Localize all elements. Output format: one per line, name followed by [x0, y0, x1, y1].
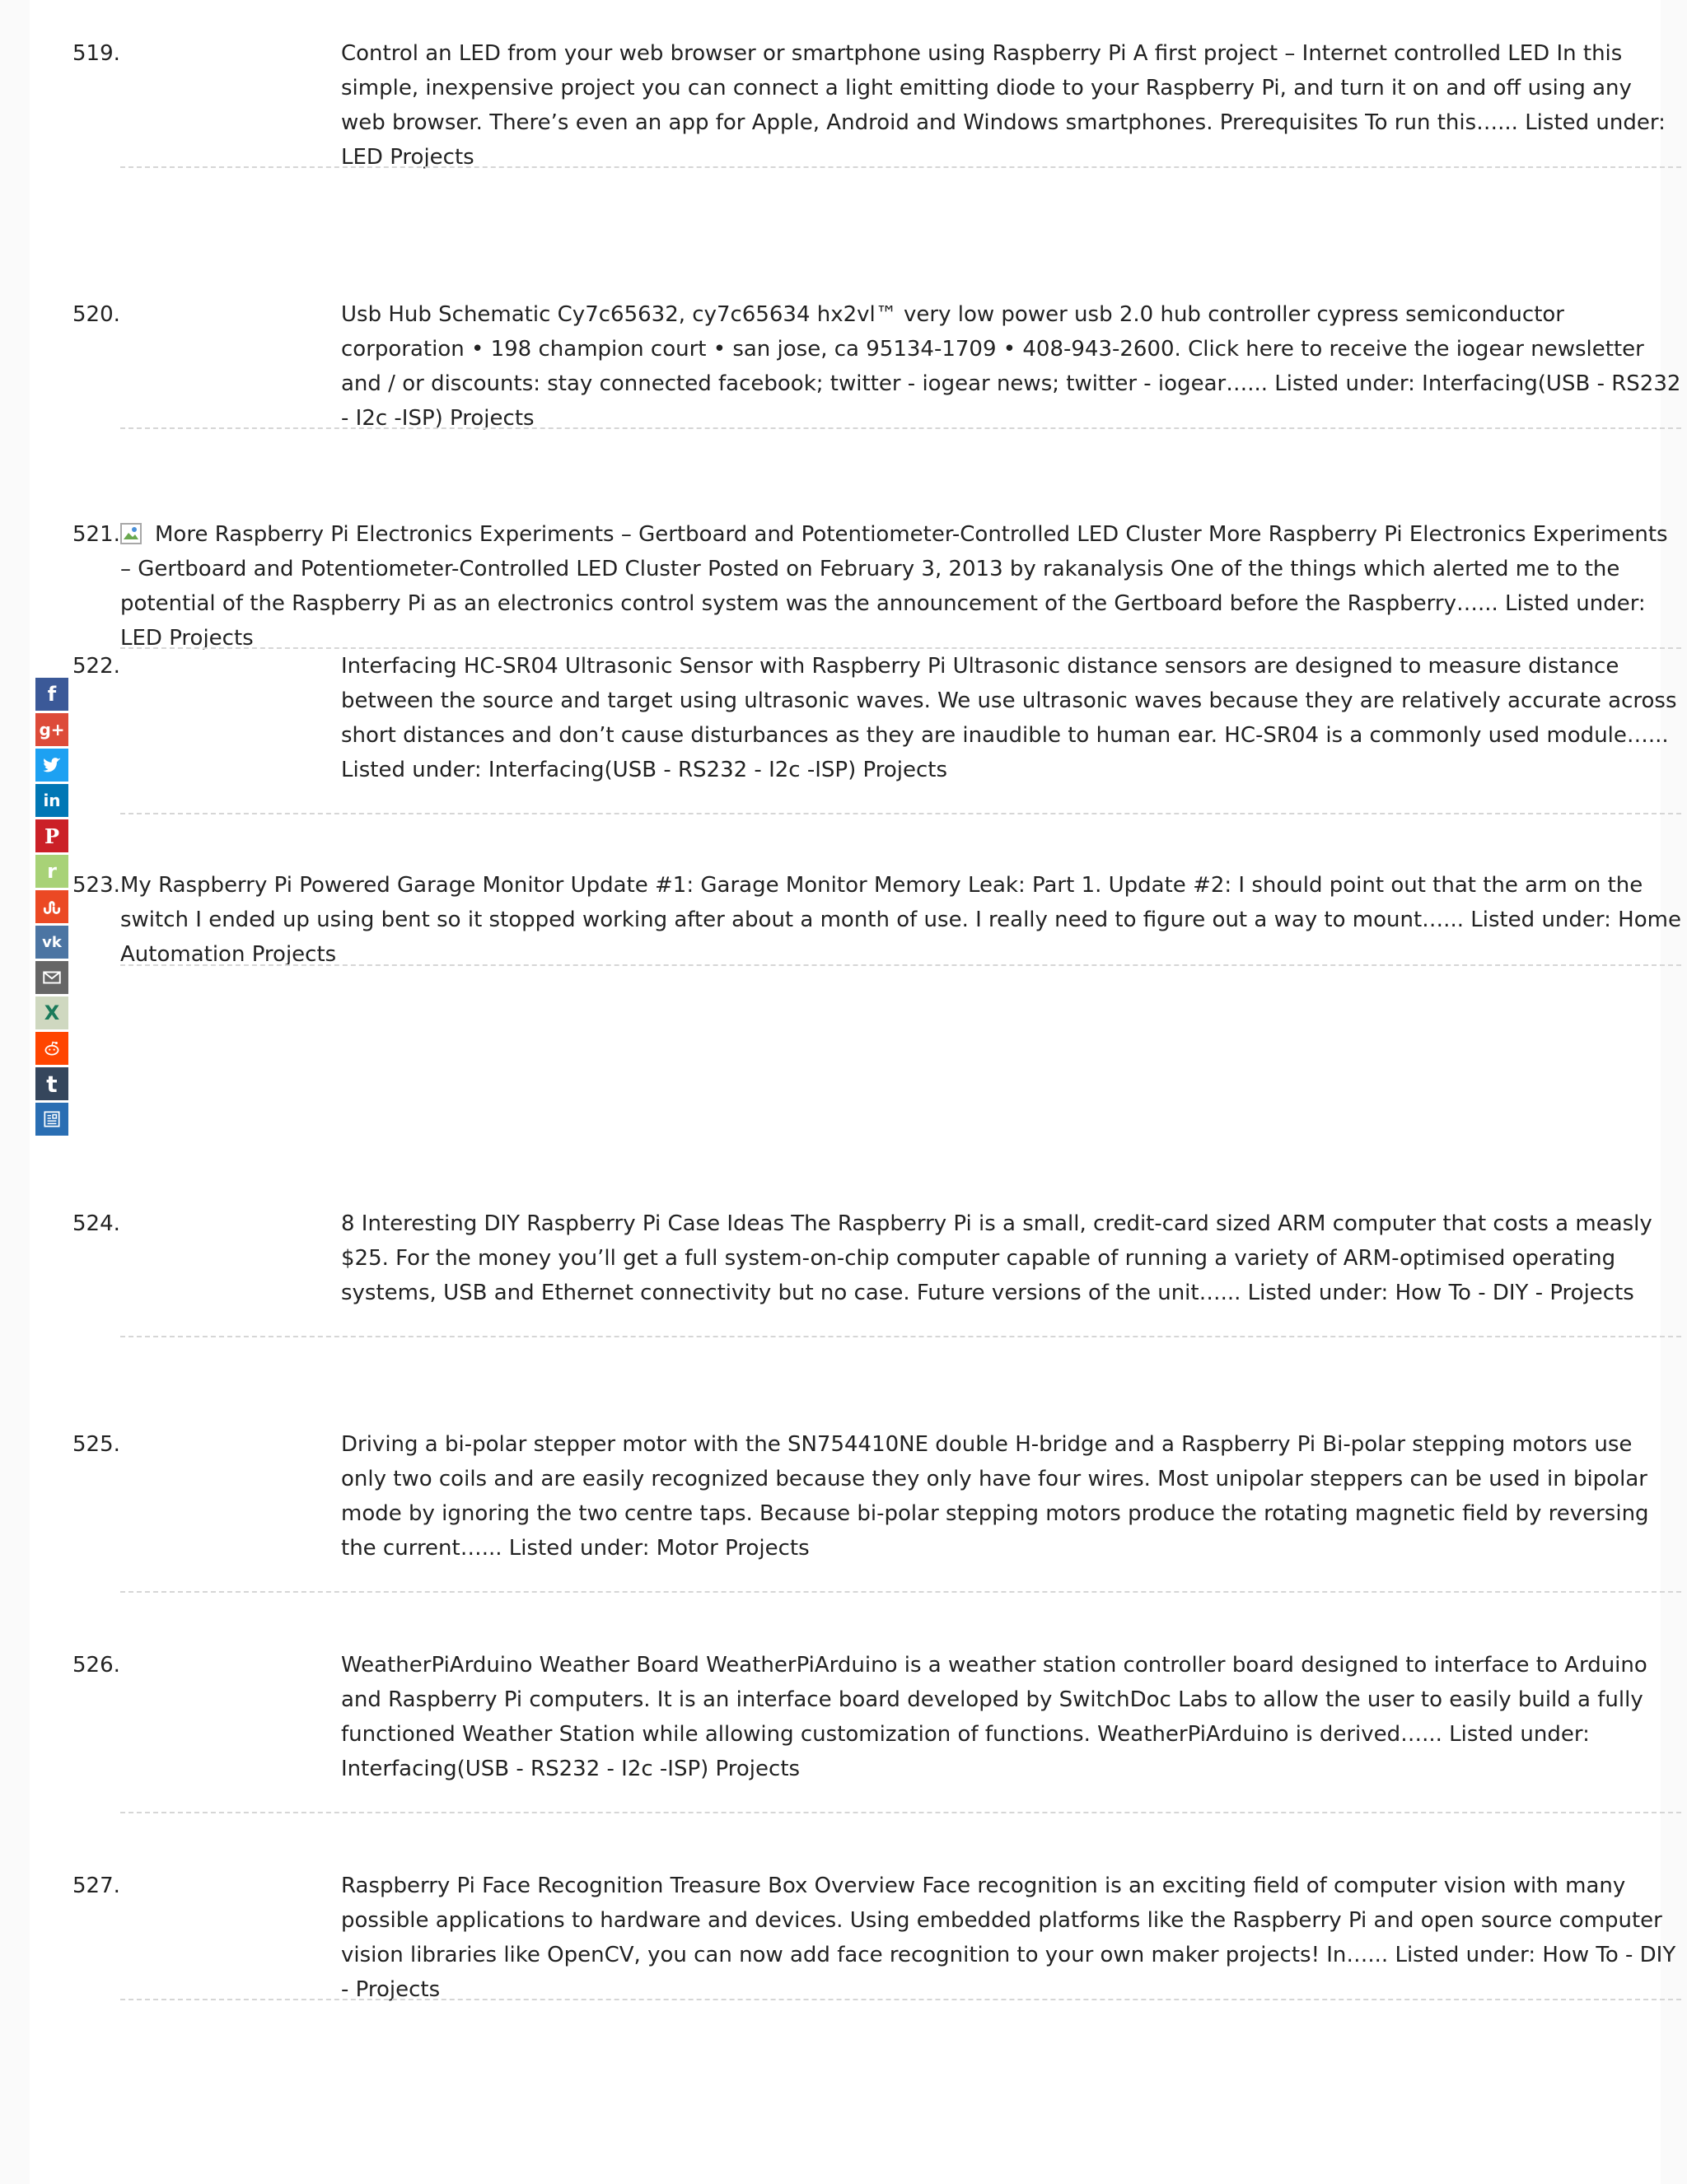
twitter-icon — [41, 754, 63, 776]
entry-number: 524. — [72, 1211, 120, 1236]
google-plus-share-button[interactable] — [35, 713, 68, 746]
green-share-button[interactable] — [35, 855, 68, 888]
xing-share-button[interactable] — [35, 996, 68, 1029]
entry-separator — [120, 166, 1681, 168]
entry-separator — [120, 1591, 1681, 1593]
entry-separator — [120, 964, 1681, 966]
facebook-share-button[interactable] — [35, 678, 68, 711]
entry-separator — [120, 1999, 1681, 2000]
entry-text[interactable]: Interfacing HC-SR04 Ultrasonic Sensor with Raspberry Pi Ultrasonic distance sensors are designed to measure distance between the source and target using ultrasonic waves. We use ultrasonic waves because they are relatively accurate across short distances and don’t cause disturbances as they are inaudible to human ear. HC-SR04 is a commonly used module…... Listed under: Interfacing(USB - RS232 - I2c -ISP) Projects — [341, 654, 1677, 782]
entry-separator — [120, 1336, 1681, 1337]
vk-share-button[interactable] — [35, 926, 68, 959]
vk-icon: vk — [42, 933, 62, 951]
share-sidebar — [35, 678, 68, 1138]
twitter-share-button[interactable] — [35, 749, 68, 782]
stumbleupon-icon — [41, 896, 63, 917]
entry-number: 521. — [72, 522, 120, 547]
entry-text[interactable]: Usb Hub Schematic Cy7c65632, cy7c65634 hx2vl™ very low power usb 2.0 hub controller cypress semiconductor corporation • 198 champion court • san jose, ca 95134-1709 • 408-943-2600. Click here to receive the iogear newsletter and / or discounts: stay connected facebook; twitter - iogear news; twitter - iogear…... Listed under: Interfacing(USB - RS232 - I2c -ISP) Projects — [341, 302, 1681, 431]
entry-text[interactable]: 8 Interesting DIY Raspberry Pi Case Ideas The Raspberry Pi is a small, credit-card sized ARM computer that costs a measly $25. For the money you’ll get a full system-on-chip computer capable of running a variety of ARM-optimised operating systems, USB and Ethernet connectivity but no case. Future versions of the unit…... Listed under: How To - DIY - Projects — [341, 1211, 1652, 1305]
reddit-icon — [41, 1038, 63, 1059]
pinterest-icon: P — [44, 824, 60, 848]
tumblr-icon: t — [46, 1070, 58, 1098]
stumbleupon-share-button[interactable] — [35, 890, 68, 923]
entry-number: 525. — [72, 1432, 120, 1457]
print-friendly-icon — [41, 1108, 63, 1130]
entry-text[interactable]: Control an LED from your web browser or smartphone using Raspberry Pi A first project – Internet controlled LED In this simple, inexpensive project you can connect a light emitting diode to your Raspberry Pi, and turn it on and off using any web browser. There’s even an app for Apple, Android and Windows smartphones. Prerequisites To run this…... Listed under: LED Projects — [341, 41, 1666, 170]
print-friendly-share-button[interactable] — [35, 1103, 68, 1136]
linkedin-share-button[interactable] — [35, 784, 68, 817]
linkedin-icon: in — [43, 791, 61, 810]
entry-text[interactable]: WeatherPiArduino Weather Board WeatherPiArduino is a weather station controller board designed to interface to Arduino and Raspberry Pi computers. It is an interface board developed by SwitchDoc Labs to allow the user to easily build a fully functioned Weather Station while allowing customization of functions. WeatherPiArduino is derived…... Listed under: Interfacing(USB - RS232 - I2c -ISP) Projects — [341, 1653, 1647, 1781]
entry-number: 527. — [72, 1874, 120, 1898]
google-plus-icon: g+ — [39, 720, 65, 740]
tumblr-share-button[interactable] — [35, 1067, 68, 1100]
xing-icon: X — [44, 1001, 60, 1024]
entry-number: 520. — [72, 302, 120, 327]
entry-text[interactable]: Driving a bi-polar stepper motor with the SN754410NE double H-bridge and a Raspberry Pi Bi-polar stepping motors use only two coils and are easily recognized because they only have four wires. Most unipolar steppers can be used in bipolar mode by ignoring the two centre taps. Because bi-polar stepping motors produce the rotating magnetic field by reversing the current…... Listed under: Motor Projects — [341, 1432, 1649, 1561]
share-r-icon: r — [47, 860, 57, 883]
entry-number: 522. — [72, 654, 120, 679]
entry-separator — [120, 427, 1681, 429]
entry-text[interactable]: My Raspberry Pi Powered Garage Monitor Update #1: Garage Monitor Memory Leak: Part 1. Update #2: I should point out that the arm on the switch I ended up using bent so it stopped working after about a month of use. I really need to figure out a way to mount…... Listed under: Home Automation Projects — [120, 873, 1681, 967]
pinterest-share-button[interactable] — [35, 819, 68, 852]
email-share-button[interactable] — [35, 961, 68, 994]
broken-image-icon — [120, 523, 142, 544]
entry-separator — [120, 813, 1681, 814]
entry-number: 523. — [72, 873, 120, 898]
entry-text[interactable]: Raspberry Pi Face Recognition Treasure Box Overview Face recognition is an exciting field of computer vision with many possible applications to hardware and devices. Using embedded platforms like the Raspberry Pi and open source computer vision libraries like OpenCV, you can now add face recognition to your own maker projects! In…... Listed under: How To - DIY - Projects — [341, 1874, 1676, 2002]
entry-text-content: More Raspberry Pi Electronics Experiments – Gertboard and Potentiometer-Controlled LED Cluster More Raspberry Pi Electronics Experiments – Gertboard and Potentiometer-Controlled LED Cluster Posted on February 3, 2013 by rakanalysis One of the things which alerted me to the potential of the Raspberry Pi as an electronics control system was the announcement of the Gertboard before the Raspberry…... Listed under: LED Projects — [120, 522, 1668, 651]
entry-number: 526. — [72, 1653, 120, 1678]
entry-text[interactable] — [120, 517, 1681, 656]
listing-content — [30, 0, 1681, 2184]
reddit-share-button[interactable] — [35, 1032, 68, 1065]
entry-number: 519. — [72, 41, 120, 66]
email-icon — [41, 967, 63, 988]
entry-separator — [120, 1812, 1681, 1813]
facebook-icon: f — [47, 683, 57, 706]
